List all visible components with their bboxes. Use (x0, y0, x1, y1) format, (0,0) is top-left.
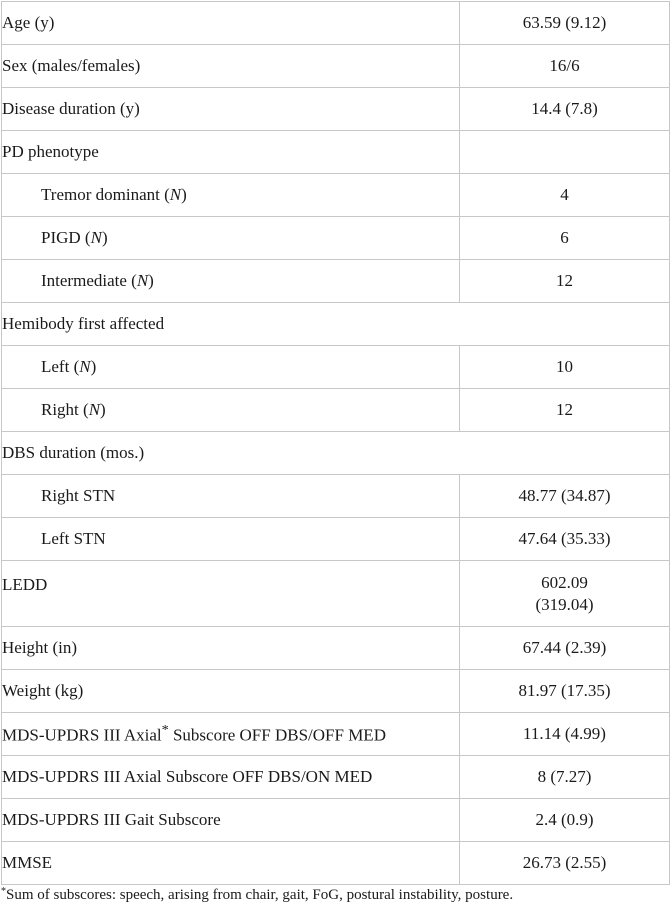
row-label: Age (y) (2, 2, 460, 45)
row-label: LEDD (2, 561, 460, 627)
row-label: Disease duration (y) (2, 88, 460, 131)
row-value: 26.73 (2.55) (460, 842, 670, 885)
row-value: 11.14 (4.99) (460, 713, 670, 756)
row-value: 12 (460, 389, 670, 432)
table-row-dbs-duration (2, 432, 670, 475)
table-row-age (2, 2, 670, 45)
row-label-unit: N (90, 228, 102, 247)
table-row-hemibody (2, 303, 670, 346)
row-label: DBS duration (mos.) (2, 432, 460, 475)
row-value: 4 (460, 174, 670, 217)
row-label (2, 346, 460, 389)
row-label (2, 217, 460, 260)
row-label-text: Right ( (41, 400, 89, 419)
table-row-height (2, 627, 670, 670)
row-value: 6 (460, 217, 670, 260)
row-label-text: Tremor dominant ( (41, 185, 170, 204)
row-value (460, 561, 670, 627)
table-row-tremor-dominant (2, 174, 670, 217)
table-row-right (2, 389, 670, 432)
row-label-unit: N (79, 357, 91, 376)
row-label: Weight (kg) (2, 670, 460, 713)
row-label-end: ) (181, 185, 187, 204)
footnote-marker: * (161, 722, 169, 739)
row-label: MDS-UPDRS III Axial Subscore OFF DBS/ON MED (2, 756, 460, 799)
row-label: Sex (males/females) (2, 45, 460, 88)
row-label: Hemibody first affected (2, 303, 460, 346)
demographics-table (1, 1, 670, 885)
table-row-mmse (2, 842, 670, 885)
table-row-intermediate (2, 260, 670, 303)
row-label-end: ) (90, 357, 97, 376)
row-value: 47.64 (35.33) (460, 518, 670, 561)
table-row-pigd (2, 217, 670, 260)
row-value-empty (460, 303, 670, 346)
row-value: 81.97 (17.35) (460, 670, 670, 713)
row-label-text: Intermediate ( (41, 271, 137, 290)
footnote-marker: * (1, 886, 6, 897)
row-label-end: ) (148, 271, 154, 290)
row-label-end: ) (101, 228, 108, 247)
table-row-axial-on-med (2, 756, 670, 799)
row-label-unit: N (169, 185, 182, 204)
row-label-end: Subscore OFF DBS/OFF MED (168, 725, 386, 745)
table-footnote (1, 887, 513, 904)
row-value: 2.4 (0.9) (460, 799, 670, 842)
row-value: 8 (7.27) (460, 756, 670, 799)
row-label: PD phenotype (2, 131, 460, 174)
row-label-text: Left ( (41, 357, 80, 376)
row-label-text: MDS-UPDRS III Axial (2, 725, 162, 745)
row-label: Height (in) (2, 627, 460, 670)
row-value-empty (460, 432, 670, 475)
row-value: 63.59 (9.12) (460, 2, 670, 45)
row-value-empty (460, 131, 670, 174)
row-label-end: ) (100, 400, 106, 419)
table-row-pd-phenotype (2, 131, 670, 174)
row-label: Left STN (2, 518, 460, 561)
table-row-sex (2, 45, 670, 88)
table-row-disease-duration (2, 88, 670, 131)
table-row-weight (2, 670, 670, 713)
row-label (2, 389, 460, 432)
row-label (2, 174, 460, 217)
row-label-text: PIGD ( (41, 228, 91, 247)
row-value: 12 (460, 260, 670, 303)
row-value: 14.4 (7.8) (460, 88, 670, 131)
table-row-ledd (2, 561, 670, 627)
table-row-right-stn (2, 475, 670, 518)
row-label (2, 260, 460, 303)
row-label: Right STN (2, 475, 460, 518)
row-value-line1: 602.09 (541, 572, 588, 592)
row-label: MMSE (2, 842, 460, 885)
row-label (2, 713, 460, 756)
row-value: 48.77 (34.87) (460, 475, 670, 518)
footnote-text: Sum of subscores: speech, arising from chair, gait, FoG, postural instability, posture. (6, 887, 514, 903)
row-label: MDS-UPDRS III Gait Subscore (2, 799, 460, 842)
row-value-line2: (319.04) (535, 594, 594, 614)
table-row-gait-subscore (2, 799, 670, 842)
row-label-unit: N (88, 400, 101, 419)
table-row-left-stn (2, 518, 670, 561)
row-value: 10 (460, 346, 670, 389)
table-row-axial-off-med (2, 713, 670, 756)
table-row-left (2, 346, 670, 389)
row-label-unit: N (136, 271, 149, 290)
row-value: 16/6 (460, 45, 670, 88)
row-value: 67.44 (2.39) (460, 627, 670, 670)
